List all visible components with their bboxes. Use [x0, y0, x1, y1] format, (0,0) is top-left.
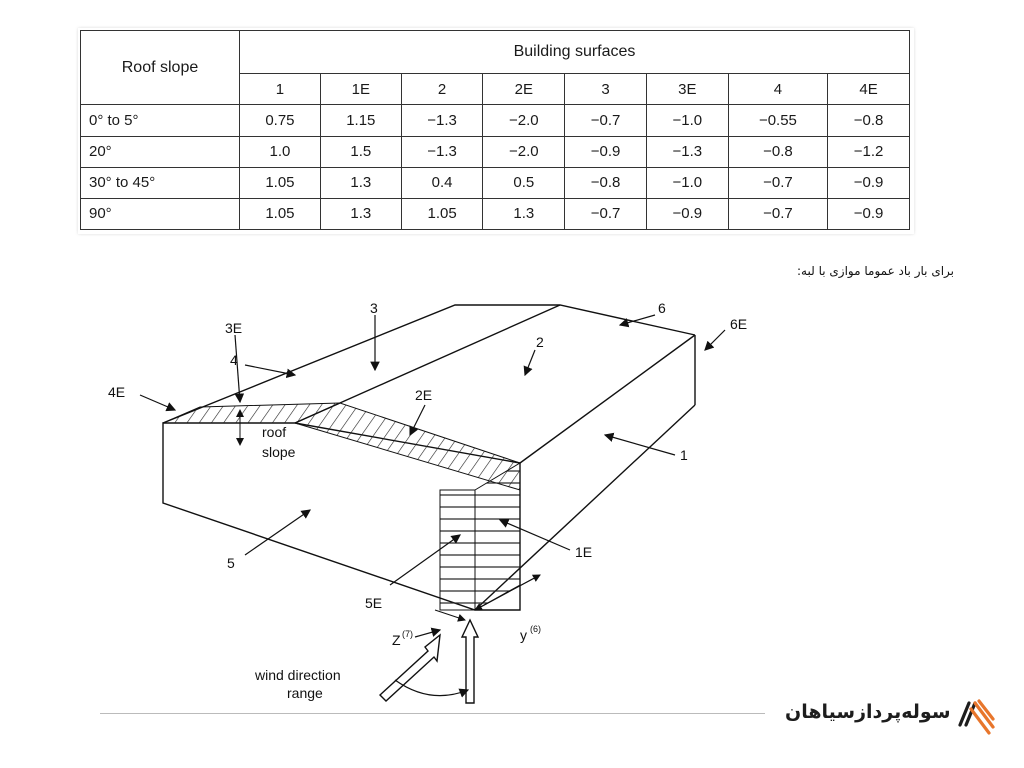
surface-column-header: 4	[728, 74, 827, 105]
coefficient-cell: 1.05	[401, 198, 483, 229]
label-5E: 5E	[365, 595, 383, 611]
coefficient-cell: −0.7	[728, 167, 827, 198]
surface-column-header: 3	[565, 74, 647, 105]
label-roof: roof	[262, 424, 287, 440]
coefficient-cell: −1.2	[828, 136, 910, 167]
roof-slope-header: Roof slope	[81, 31, 240, 105]
coefficient-cell: 1.05	[240, 167, 321, 198]
label-4: 4	[230, 352, 238, 368]
coefficient-cell: −1.3	[646, 136, 728, 167]
persian-caption: برای بار باد عموما موازی با لبه:	[797, 264, 954, 278]
label-4E: 4E	[108, 384, 126, 400]
coefficient-cell: −1.3	[401, 136, 483, 167]
label-6: 6	[658, 300, 666, 316]
coefficient-cell: −0.8	[728, 136, 827, 167]
label-2E: 2E	[415, 387, 433, 403]
coefficient-cell: −0.8	[565, 167, 647, 198]
surface-column-header: 1	[240, 74, 321, 105]
figure-divider	[100, 713, 765, 714]
surface-column-header: 2	[401, 74, 483, 105]
label-slope: slope	[262, 444, 296, 460]
coefficient-cell: 1.15	[320, 105, 401, 136]
coefficient-cell: −2.0	[483, 136, 565, 167]
coefficient-cell: −1.3	[401, 105, 483, 136]
coefficient-cell: −0.7	[565, 105, 647, 136]
table-row	[81, 105, 910, 136]
label-6E: 6E	[730, 316, 748, 332]
label-y-sup: (6)	[530, 624, 541, 634]
coefficient-cell: −0.7	[728, 198, 827, 229]
diagram-svg	[100, 285, 780, 715]
zone-5E-hatch	[440, 490, 475, 610]
coefficient-cell: −0.9	[828, 198, 910, 229]
coefficient-cell: 1.05	[240, 198, 321, 229]
surface-column-header: 3E	[646, 74, 728, 105]
coefficient-cell: 1.0	[240, 136, 321, 167]
label-3: 3	[370, 300, 378, 316]
pressure-coefficient-table	[80, 30, 910, 230]
logo-text: سوله‌پردازسیاهان	[785, 701, 951, 723]
logo-stripes-icon	[955, 695, 995, 739]
label-range: range	[287, 685, 323, 701]
table-body	[81, 105, 910, 230]
roof-slope-cell: 0° to 5°	[81, 105, 240, 136]
roof-slope-cell: 90°	[81, 198, 240, 229]
building-surfaces-header: Building surfaces	[240, 31, 910, 74]
roof-slope-cell: 30° to 45°	[81, 167, 240, 198]
table-row	[81, 198, 910, 229]
table-row	[81, 136, 910, 167]
label-wind-direction: wind direction	[255, 667, 341, 683]
label-3E: 3E	[225, 320, 243, 336]
coefficient-cell: −1.0	[646, 167, 728, 198]
coefficient-cell: −2.0	[483, 105, 565, 136]
coefficient-cell: −0.55	[728, 105, 827, 136]
surface-column-header: 1E	[320, 74, 401, 105]
coefficient-cell: 1.3	[483, 198, 565, 229]
coefficient-cell: 0.5	[483, 167, 565, 198]
label-1: 1	[680, 447, 688, 463]
surface-column-header: 4E	[828, 74, 910, 105]
surface-column-header: 2E	[483, 74, 565, 105]
label-2: 2	[536, 334, 544, 350]
coefficient-cell: −0.9	[828, 167, 910, 198]
coefficient-cell: −0.9	[646, 198, 728, 229]
roof-slope-cell: 20°	[81, 136, 240, 167]
coefficient-cell: 1.3	[320, 167, 401, 198]
coefficient-cell: 1.5	[320, 136, 401, 167]
label-y: y	[520, 627, 527, 643]
coefficient-cell: −0.7	[565, 198, 647, 229]
label-z: Z	[392, 632, 401, 648]
coefficient-cell: −1.0	[646, 105, 728, 136]
coefficient-cell: −0.9	[565, 136, 647, 167]
building-wind-diagram	[100, 285, 780, 715]
coefficient-cell: −0.8	[828, 105, 910, 136]
label-z-sup: (7)	[402, 629, 413, 639]
table-row	[81, 167, 910, 198]
label-5: 5	[227, 555, 235, 571]
coefficient-cell: 1.3	[320, 198, 401, 229]
label-1E: 1E	[575, 544, 593, 560]
coefficient-cell: 0.4	[401, 167, 483, 198]
brand-logo	[785, 695, 1005, 739]
coefficient-cell: 0.75	[240, 105, 321, 136]
